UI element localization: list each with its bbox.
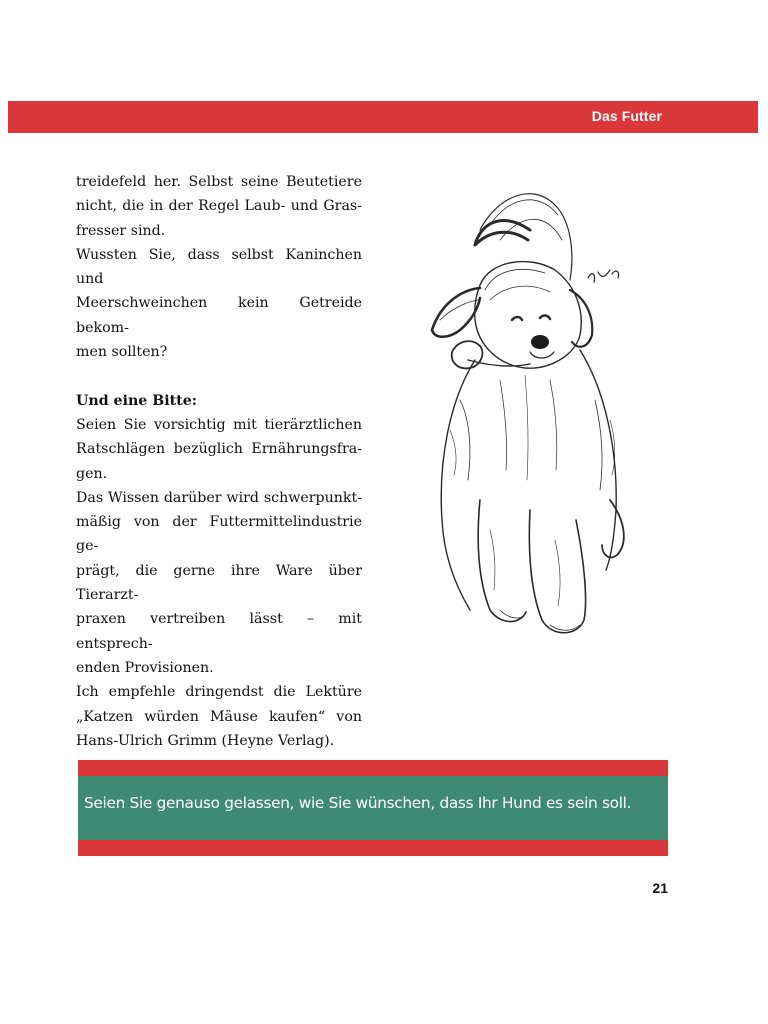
dog-sketch-illustration <box>380 170 660 660</box>
quote-text: Seien Sie genauso gelassen, wie Sie wünschen, dass Ihr Hund es sein soll. <box>84 794 632 812</box>
body-line: enden Provisionen. <box>76 659 214 676</box>
page-number: 21 <box>652 880 668 896</box>
body-line: gen. <box>76 465 108 482</box>
chapter-title: Das Futter <box>591 108 662 124</box>
quote-bottom-bar <box>78 840 668 856</box>
body-line: treidefeld her. Selbst seine Beutetiere <box>76 174 362 190</box>
chapter-header-bar <box>8 101 758 133</box>
quote-top-bar <box>78 760 668 776</box>
body-line: mäßig von der Futtermittelindustrie ge- <box>76 514 362 555</box>
body-line: Meerschweinchen kein Getreide bekom- <box>76 295 362 336</box>
body-line: Ratschlägen bezüglich Ernährungsfra- <box>76 441 362 458</box>
body-line: Seien Sie vorsichtig mit tierärztlichen <box>76 416 362 433</box>
body-line: „Katzen würden Mäuse kaufen“ von <box>76 708 362 725</box>
body-line: men sollten? <box>76 344 168 361</box>
body-line: Das Wissen darüber wird schwerpunkt- <box>76 489 362 506</box>
body-line: Ich empfehle dringendst die Lektüre <box>76 684 362 701</box>
body-line: fresser sind. <box>76 222 166 239</box>
body-line: Wussten Sie, dass selbst Kaninchen und <box>76 246 362 288</box>
section-heading: Und eine Bitte: <box>76 392 197 409</box>
body-line: prägt, die gerne ihre Ware über Tierarzt- <box>76 562 362 604</box>
body-line: nicht, die in der Regel Laub- und Gras- <box>76 198 362 215</box>
body-line: Hans-Ulrich Grimm (Heyne Verlag). <box>76 732 335 749</box>
quote-box <box>78 760 668 856</box>
paragraph-gap <box>76 364 362 388</box>
body-line: praxen vertreiben lässt – mit entsprech- <box>76 611 362 652</box>
body-text <box>76 170 362 753</box>
